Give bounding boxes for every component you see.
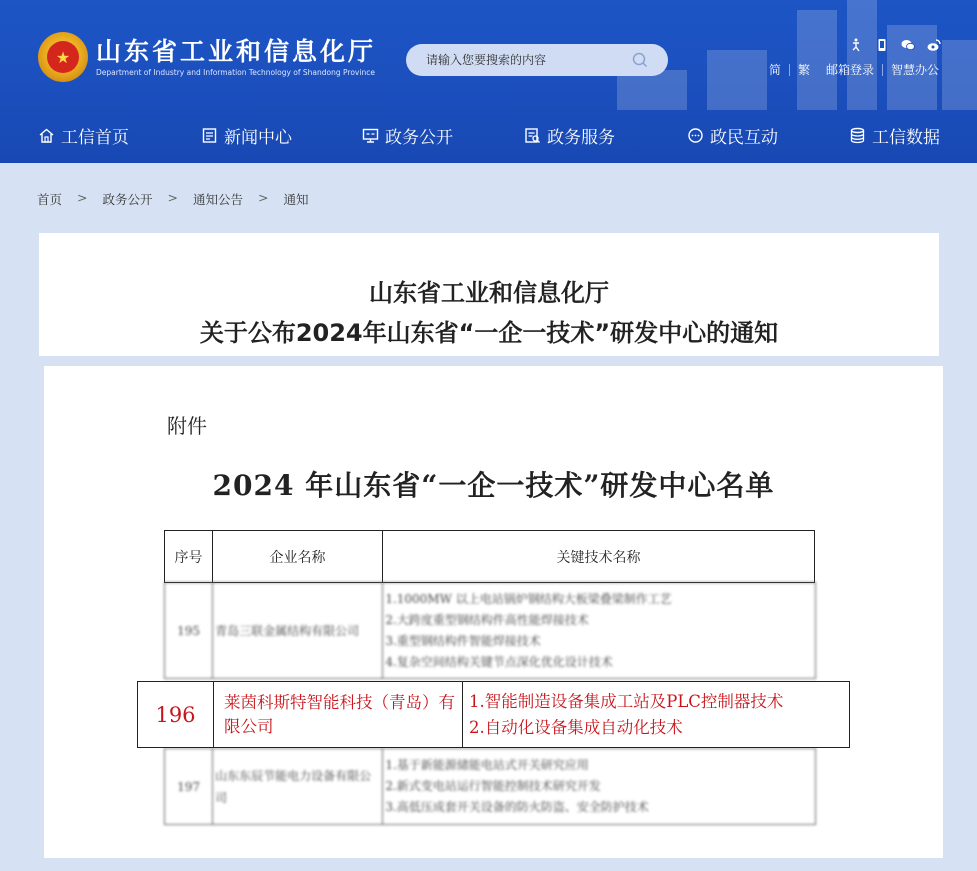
link-divider (789, 64, 790, 76)
row-number: 196 (138, 682, 214, 748)
database-icon (849, 127, 866, 144)
monitor-icon (362, 127, 379, 144)
nav-item-label: 政民互动 (710, 128, 778, 148)
news-icon (201, 127, 218, 144)
chat-icon (687, 127, 704, 144)
table-row (164, 582, 816, 679)
service-icon (524, 127, 541, 144)
tool-icons (849, 37, 941, 51)
row-techs (383, 583, 816, 679)
tech-item: 4.复杂空间结构关键节点深化优化设计技术 (385, 654, 613, 669)
tech-item: 1.智能制造设备集成工站及PLC控制器技术 (469, 691, 784, 711)
breadcrumb-current: 通知 (283, 192, 309, 207)
nav-item-label: 新闻中心 (224, 128, 292, 148)
column-header-company: 企业名称 (213, 531, 383, 583)
home-icon (38, 127, 55, 144)
nav-item-label: 政务服务 (547, 128, 615, 148)
breadcrumb-separator: > (167, 190, 178, 205)
simplified-chinese-link[interactable]: 简 (768, 63, 781, 77)
nav-item-interaction[interactable] (687, 123, 778, 148)
tech-item: 2.新式变电站运行智能控制技术研究开发 (385, 779, 601, 793)
nav-item-gov-open[interactable] (362, 123, 453, 148)
row-number: 195 (165, 583, 213, 679)
row-company: 莱茵科斯特智能科技（青岛）有限公司 (214, 682, 463, 748)
attachment-label: 附件 (167, 414, 207, 438)
header-links (769, 61, 939, 78)
nav-item-label: 工信首页 (61, 128, 129, 148)
row-techs (463, 682, 850, 748)
row-company: 青岛三联金属结构有限公司 (213, 583, 383, 679)
tech-item: 2.大跨度重型钢结构件高性能焊接技术 (385, 612, 589, 627)
wechat-icon[interactable] (901, 37, 915, 51)
attachment-document (44, 366, 943, 858)
document-title: 2024 年山东省“一企一技术”研发中心名单 (212, 469, 775, 502)
nav-item-label: 政务公开 (385, 128, 453, 148)
weibo-icon[interactable] (927, 37, 941, 51)
breadcrumb-gov-open[interactable]: 政务公开 (102, 192, 153, 207)
row-number: 197 (165, 749, 213, 825)
breadcrumb-separator: > (258, 190, 269, 205)
nav-item-home[interactable] (38, 123, 129, 148)
article-title-line1: 山东省工业和信息化厅 (369, 279, 609, 307)
search-icon[interactable] (632, 52, 648, 68)
nav-item-gov-service[interactable] (524, 123, 615, 148)
mobile-icon[interactable] (875, 37, 889, 51)
nav-item-news[interactable] (201, 123, 292, 148)
traditional-chinese-link[interactable]: 繁 (797, 63, 810, 77)
tech-item: 3.重型钢结构件智能焊接技术 (385, 633, 541, 648)
site-brand[interactable] (38, 32, 376, 82)
site-header (0, 0, 977, 163)
search-input[interactable] (426, 53, 626, 67)
article-title-card (39, 233, 939, 356)
column-header-no: 序号 (165, 531, 213, 583)
row-company: 山东东辰节能电力设备有限公司 (213, 749, 383, 825)
row-techs (383, 749, 816, 825)
accessibility-icon[interactable] (849, 37, 863, 51)
tech-item: 1.1000MW 以上电站锅炉钢结构大板梁叠梁制作工艺 (385, 591, 672, 606)
search-box (406, 44, 668, 76)
smart-office-link[interactable]: 智慧办公 (890, 63, 939, 77)
breadcrumb-notices[interactable]: 通知公告 (193, 192, 244, 207)
link-divider (882, 64, 883, 76)
breadcrumb (37, 190, 309, 208)
article-title-line2: 关于公布2024年山东省“一企一技术”研发中心的通知 (199, 319, 779, 347)
nav-item-label: 工信数据 (872, 128, 940, 148)
tech-item: 1.基于新能源储能电站式开关研究应用 (385, 758, 589, 772)
highlighted-row (137, 681, 850, 748)
mail-login-link[interactable]: 邮箱登录 (825, 63, 874, 77)
national-emblem-icon: ★ (38, 32, 88, 82)
column-header-tech: 关键技术名称 (383, 531, 815, 583)
tech-item: 2.自动化设备集成自动化技术 (469, 717, 683, 737)
tech-item: 3.高低压成套开关设备的防火防盗、安全防护技术 (385, 800, 649, 814)
site-name: 山东省工业和信息化厅 (96, 36, 377, 66)
nav-item-data[interactable] (849, 123, 940, 148)
breadcrumb-home[interactable]: 首页 (37, 192, 63, 207)
table-header (164, 530, 815, 583)
main-nav (0, 113, 977, 159)
table-row (164, 748, 816, 825)
breadcrumb-separator: > (77, 190, 88, 205)
site-name-english: Department of Industry and Information Technology of Shandong Province (96, 67, 375, 77)
